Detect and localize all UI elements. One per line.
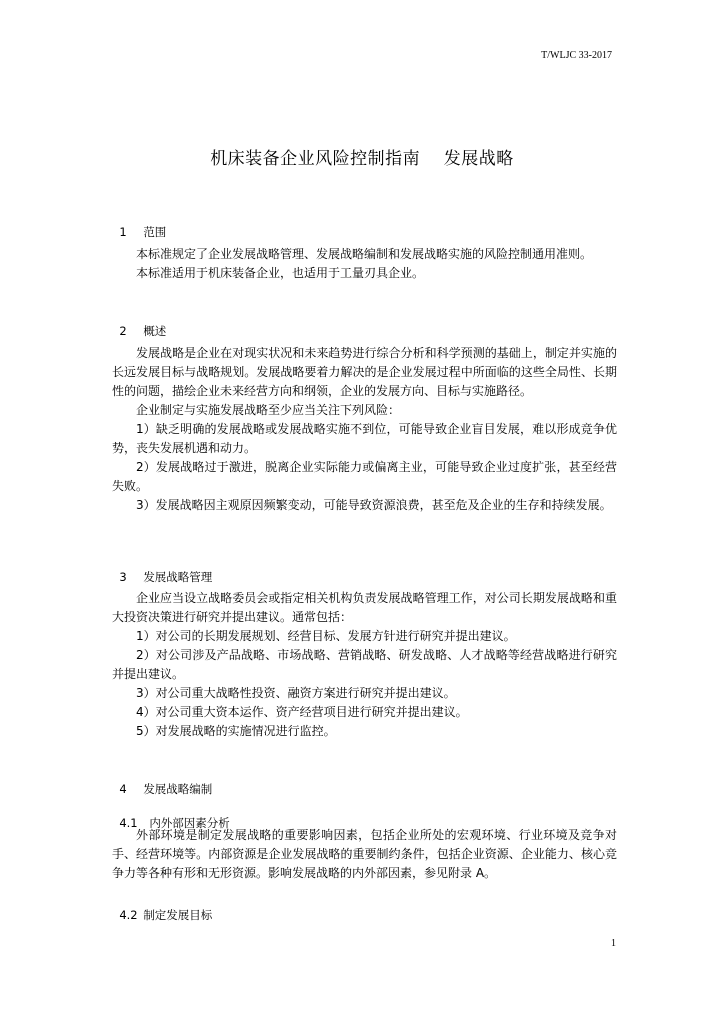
section-title: 内外部因素分析 (149, 816, 230, 830)
section-3-heading (112, 555, 212, 585)
list-item: 2）对公司涉及产品战略、市场战略、营销战略、研发战略、人才战略等经营战略进行研究并提出建议。 (112, 648, 617, 681)
paragraph: 发展战略是企业在对现实状况和未来趋势进行综合分析和科学预测的基础上，制定并实施的长远发展目标与战略规划。发展战略要着力解决的是企业发展过程中所面临的这些全局性、长期性的问题，描绘企业未来经营方向和纲领，企业的发展方向、目标与实施路径。 (112, 346, 617, 398)
section-1-body (112, 245, 617, 283)
section-1-heading (112, 210, 166, 240)
section-4-heading (112, 767, 212, 797)
paragraph: 本标准适用于机床装备企业，也适用于工量刃具企业。 (136, 266, 425, 280)
section-2-heading (112, 309, 166, 339)
list-item: 4）对公司重大资本运作、资产经营项目进行研究并提出建议。 (136, 705, 468, 719)
section-4-2-heading (112, 893, 212, 923)
section-number: 4.1 (119, 816, 138, 830)
document-title: 机床装备企业风险控制指南 发展战略 (210, 149, 514, 169)
section-title: 概述 (143, 324, 167, 338)
section-title: 发展战略编制 (143, 782, 213, 796)
section-title: 范围 (143, 225, 167, 239)
list-item: 3）发展战略因主观原因频繁变动，可能导致资源浪费，甚至危及企业的生存和持续发展。 (136, 498, 612, 512)
list-item: 1）缺乏明确的发展战略或发展战略实施不到位，可能导致企业盲目发展，难以形成竞争优势，丧失发展机遇和动力。 (112, 422, 617, 455)
section-4-1-body (112, 826, 617, 883)
paragraph: 本标准规定了企业发展战略管理、发展战略编制和发展战略实施的风险控制通用准则。 (136, 247, 593, 261)
list-item: 3）对公司重大战略性投资、融资方案进行研究并提出建议。 (136, 686, 456, 700)
list-item: 5）对发展战略的实施情况进行监控。 (136, 724, 336, 738)
section-2-body (112, 344, 617, 515)
section-3-body (112, 589, 617, 741)
section-number: 4 (119, 782, 127, 796)
section-title: 发展战略管理 (143, 570, 213, 584)
list-item: 2）发展战略过于激进，脱离企业实际能力或偏离主业，可能导致企业过度扩张，甚至经营失败。 (112, 460, 617, 493)
paragraph: 企业应当设立战略委员会或指定相关机构负责发展战略管理工作，对公司长期发展战略和重大投资决策进行研究并提出建议。通常包括： (112, 591, 617, 624)
paragraph: 外部环境是制定发展战略的重要影响因素，包括企业所处的宏观环境、行业环境及竞争对手、经营环境等。内部资源是企业发展战略的重要制约条件，包括企业资源、企业能力、核心竞争力等各种有形和无形资源。影响发展战略的内外部因素，参见附录 A。 (112, 828, 617, 880)
section-number: 1 (119, 225, 127, 239)
section-number: 4.2 (119, 908, 138, 922)
list-item: 1）对公司的长期发展规划、经营目标、发展方针进行研究并提出建议。 (136, 629, 516, 643)
standard-code: T/WLJC 33-2017 (541, 50, 612, 61)
section-number: 3 (119, 570, 127, 584)
section-number: 2 (119, 324, 127, 338)
page-number: 1 (611, 938, 616, 949)
section-title: 制定发展目标 (143, 908, 213, 922)
paragraph: 企业制定与实施发展战略至少应当关注下列风险： (136, 403, 401, 417)
